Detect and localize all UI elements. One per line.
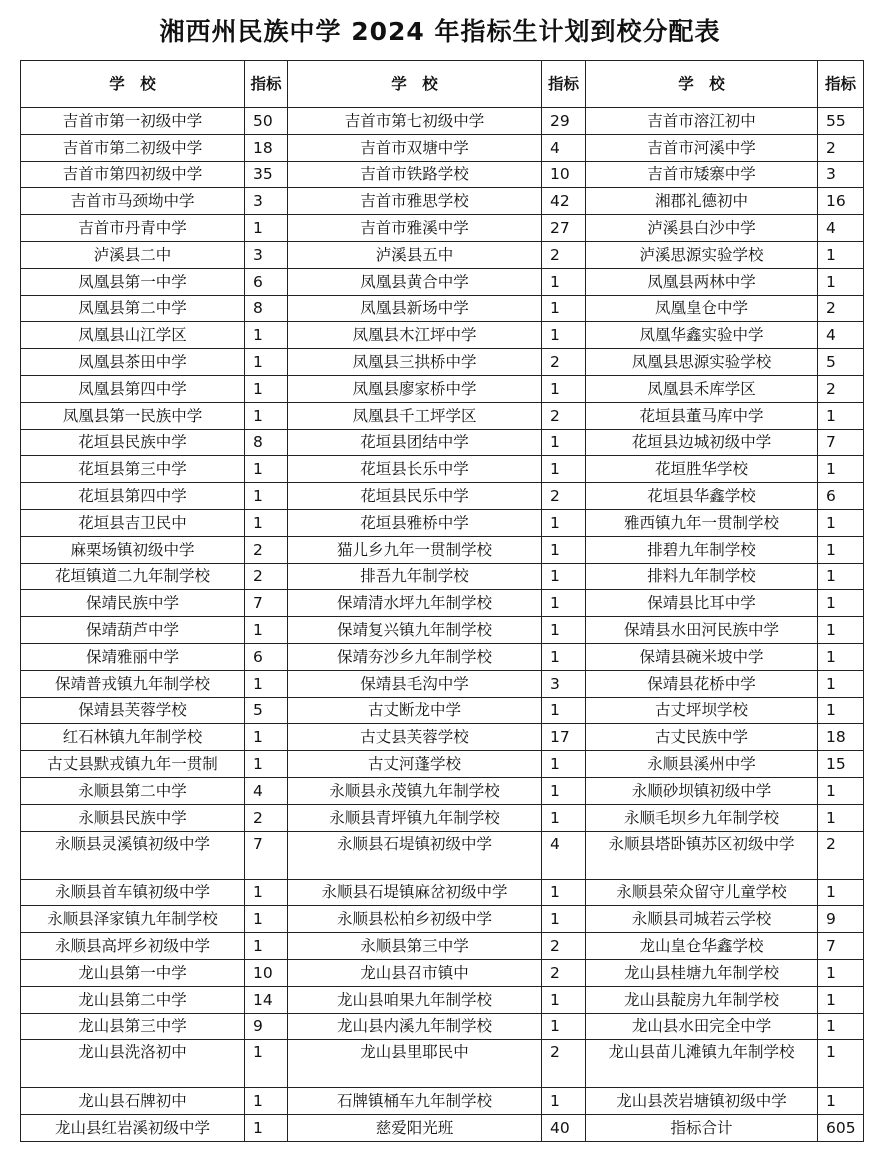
school-cell: 保靖清水坪九年制学校 — [288, 590, 542, 617]
quota-cell: 2 — [818, 295, 864, 322]
school-cell: 凤凰县禾库学区 — [586, 375, 818, 402]
quota-cell: 1 — [818, 1088, 864, 1115]
school-cell: 古丈县芙蓉学校 — [288, 724, 542, 751]
school-cell: 龙山县第二中学 — [21, 986, 245, 1013]
school-cell: 永顺县荣众留守儿童学校 — [586, 879, 818, 906]
school-cell: 古丈河蓬学校 — [288, 751, 542, 778]
school-cell: 花垣县民族中学 — [21, 429, 245, 456]
quota-cell: 1 — [245, 483, 288, 510]
school-cell: 龙山县第三中学 — [21, 1013, 245, 1040]
quota-cell: 1 — [818, 509, 864, 536]
page-title: 湘西州民族中学 2024 年指标生计划到校分配表 — [159, 17, 721, 46]
school-cell: 古丈断龙中学 — [288, 697, 542, 724]
quota-cell: 7 — [245, 831, 288, 879]
school-cell: 永顺县首车镇初级中学 — [21, 879, 245, 906]
school-cell: 保靖县毛沟中学 — [288, 670, 542, 697]
quota-cell: 1 — [542, 536, 586, 563]
quota-cell: 9 — [245, 1013, 288, 1040]
school-cell: 凤凰县茶田中学 — [21, 349, 245, 376]
table-row — [21, 1040, 864, 1088]
school-cell: 龙山皇仓华鑫学校 — [586, 933, 818, 960]
quota-cell: 605 — [818, 1115, 864, 1142]
quota-cell: 7 — [245, 590, 288, 617]
school-header: 学 校 — [21, 61, 245, 108]
school-cell: 吉首市丹青中学 — [21, 215, 245, 242]
quota-cell: 1 — [818, 617, 864, 644]
school-cell: 吉首市雅思学校 — [288, 188, 542, 215]
table-row — [21, 349, 864, 376]
table-row — [21, 161, 864, 188]
quota-cell: 1 — [245, 322, 288, 349]
school-cell: 永顺县青坪镇九年制学校 — [288, 804, 542, 831]
quota-cell: 1 — [818, 536, 864, 563]
school-cell: 龙山县红岩溪初级中学 — [21, 1115, 245, 1142]
school-cell: 保靖县花桥中学 — [586, 670, 818, 697]
quota-cell: 1 — [245, 1040, 288, 1088]
quota-cell: 1 — [818, 986, 864, 1013]
school-cell: 湘郡礼德初中 — [586, 188, 818, 215]
school-cell: 猫儿乡九年一贯制学校 — [288, 536, 542, 563]
table-row — [21, 1088, 864, 1115]
school-cell: 龙山县洗洛初中 — [21, 1040, 245, 1088]
quota-cell: 1 — [245, 402, 288, 429]
quota-cell: 1 — [245, 1088, 288, 1115]
school-cell: 永顺县司城若云学校 — [586, 906, 818, 933]
quota-cell: 1 — [542, 986, 586, 1013]
school-cell: 吉首市马颈坳中学 — [21, 188, 245, 215]
quota-cell: 1 — [818, 1040, 864, 1088]
quota-cell: 2 — [245, 536, 288, 563]
header-row — [21, 61, 864, 108]
school-cell: 石牌镇桶车九年制学校 — [288, 1088, 542, 1115]
school-cell: 凤凰县思源实验学校 — [586, 349, 818, 376]
school-cell: 凤凰华鑫实验中学 — [586, 322, 818, 349]
quota-cell: 35 — [245, 161, 288, 188]
table-row — [21, 215, 864, 242]
school-cell: 龙山县里耶民中 — [288, 1040, 542, 1088]
school-cell: 花垣县董马库中学 — [586, 402, 818, 429]
quota-header: 指标 — [542, 61, 586, 108]
quota-header: 指标 — [818, 61, 864, 108]
table-row — [21, 933, 864, 960]
school-cell: 吉首市第一初级中学 — [21, 108, 245, 135]
school-cell: 排料九年制学校 — [586, 563, 818, 590]
school-cell: 龙山县苗儿滩镇九年制学校 — [586, 1040, 818, 1088]
school-cell: 雅西镇九年一贯制学校 — [586, 509, 818, 536]
quota-cell: 6 — [245, 643, 288, 670]
school-cell: 龙山县水田完全中学 — [586, 1013, 818, 1040]
quota-cell: 6 — [245, 268, 288, 295]
quota-header: 指标 — [245, 61, 288, 108]
table-row — [21, 697, 864, 724]
quota-cell: 4 — [818, 215, 864, 242]
table-row — [21, 777, 864, 804]
school-cell: 龙山县内溪九年制学校 — [288, 1013, 542, 1040]
quota-cell: 1 — [818, 456, 864, 483]
school-cell: 花垣县吉卫民中 — [21, 509, 245, 536]
quota-cell: 1 — [542, 590, 586, 617]
school-cell: 排吾九年制学校 — [288, 563, 542, 590]
quota-cell: 40 — [542, 1115, 586, 1142]
quota-cell: 10 — [245, 959, 288, 986]
table-row — [21, 617, 864, 644]
quota-cell: 1 — [818, 777, 864, 804]
quota-cell: 1 — [818, 879, 864, 906]
school-cell: 花垣县第三中学 — [21, 456, 245, 483]
quota-cell: 1 — [245, 215, 288, 242]
quota-cell: 6 — [818, 483, 864, 510]
table-row — [21, 188, 864, 215]
quota-cell: 15 — [818, 751, 864, 778]
table-row — [21, 536, 864, 563]
school-cell: 保靖雅丽中学 — [21, 643, 245, 670]
school-cell: 凤凰县第一中学 — [21, 268, 245, 295]
quota-cell: 14 — [245, 986, 288, 1013]
school-cell: 古丈县默戎镇九年一贯制 — [21, 751, 245, 778]
school-cell: 凤凰县第一民族中学 — [21, 402, 245, 429]
quota-cell: 1 — [818, 804, 864, 831]
table-row — [21, 986, 864, 1013]
table-row — [21, 456, 864, 483]
quota-cell: 1 — [542, 879, 586, 906]
school-cell: 吉首市矮寨中学 — [586, 161, 818, 188]
school-cell: 凤凰县黄合中学 — [288, 268, 542, 295]
school-cell: 永顺县松柏乡初级中学 — [288, 906, 542, 933]
table-row — [21, 134, 864, 161]
quota-cell: 18 — [245, 134, 288, 161]
school-cell: 保靖县比耳中学 — [586, 590, 818, 617]
school-cell: 排碧九年制学校 — [586, 536, 818, 563]
school-cell: 保靖夯沙乡九年制学校 — [288, 643, 542, 670]
quota-cell: 27 — [542, 215, 586, 242]
school-cell: 龙山县桂塘九年制学校 — [586, 959, 818, 986]
quota-cell: 7 — [818, 933, 864, 960]
quota-cell: 55 — [818, 108, 864, 135]
table-row — [21, 402, 864, 429]
quota-cell: 1 — [542, 697, 586, 724]
quota-cell: 1 — [542, 322, 586, 349]
school-cell: 保靖县水田河民族中学 — [586, 617, 818, 644]
school-cell: 吉首市第二初级中学 — [21, 134, 245, 161]
school-cell: 麻栗场镇初级中学 — [21, 536, 245, 563]
quota-cell: 1 — [245, 879, 288, 906]
school-cell: 永顺县石堤镇初级中学 — [288, 831, 542, 879]
quota-cell: 4 — [542, 831, 586, 879]
school-cell: 龙山县茨岩塘镇初级中学 — [586, 1088, 818, 1115]
quota-cell: 9 — [818, 906, 864, 933]
quota-cell: 3 — [245, 241, 288, 268]
quota-cell: 3 — [245, 188, 288, 215]
school-cell: 花垣镇道二九年制学校 — [21, 563, 245, 590]
quota-cell: 1 — [245, 509, 288, 536]
school-cell: 保靖复兴镇九年制学校 — [288, 617, 542, 644]
school-cell: 凤凰县三拱桥中学 — [288, 349, 542, 376]
school-cell: 花垣县第四中学 — [21, 483, 245, 510]
quota-cell: 16 — [818, 188, 864, 215]
quota-cell: 4 — [245, 777, 288, 804]
school-cell: 花垣县长乐中学 — [288, 456, 542, 483]
quota-cell: 1 — [542, 804, 586, 831]
quota-cell: 1 — [542, 617, 586, 644]
quota-cell: 1 — [818, 1013, 864, 1040]
quota-cell: 17 — [542, 724, 586, 751]
quota-cell: 1 — [542, 375, 586, 402]
school-cell: 凤凰皇仓中学 — [586, 295, 818, 322]
school-cell: 泸溪县五中 — [288, 241, 542, 268]
quota-cell: 10 — [542, 161, 586, 188]
table-row — [21, 563, 864, 590]
quota-cell: 2 — [245, 563, 288, 590]
school-cell: 花垣县雅桥中学 — [288, 509, 542, 536]
quota-cell: 1 — [542, 643, 586, 670]
school-cell: 永顺县第二中学 — [21, 777, 245, 804]
quota-cell: 8 — [245, 429, 288, 456]
table-row — [21, 108, 864, 135]
school-cell: 保靖普戎镇九年制学校 — [21, 670, 245, 697]
school-cell: 永顺县高坪乡初级中学 — [21, 933, 245, 960]
table-row — [21, 724, 864, 751]
table-row — [21, 831, 864, 879]
school-cell: 凤凰县两林中学 — [586, 268, 818, 295]
school-cell: 永顺县永茂镇九年制学校 — [288, 777, 542, 804]
school-cell: 永顺县第三中学 — [288, 933, 542, 960]
quota-cell: 1 — [542, 295, 586, 322]
table-row — [21, 1115, 864, 1142]
quota-cell: 1 — [542, 1088, 586, 1115]
school-cell: 永顺县灵溪镇初级中学 — [21, 831, 245, 879]
table-row — [21, 804, 864, 831]
school-cell: 泸溪思源实验学校 — [586, 241, 818, 268]
school-cell: 吉首市双塘中学 — [288, 134, 542, 161]
quota-cell: 1 — [818, 241, 864, 268]
school-cell: 永顺县石堤镇麻岔初级中学 — [288, 879, 542, 906]
quota-cell: 1 — [542, 268, 586, 295]
quota-cell: 1 — [818, 670, 864, 697]
table-row — [21, 643, 864, 670]
school-cell: 红石林镇九年制学校 — [21, 724, 245, 751]
quota-cell: 1 — [245, 670, 288, 697]
quota-cell: 1 — [245, 724, 288, 751]
quota-cell: 5 — [818, 349, 864, 376]
quota-cell: 1 — [245, 617, 288, 644]
quota-cell: 1 — [818, 590, 864, 617]
quota-cell: 1 — [818, 643, 864, 670]
quota-cell: 2 — [542, 349, 586, 376]
table-body — [21, 108, 864, 1142]
table-row — [21, 879, 864, 906]
quota-cell: 1 — [245, 1115, 288, 1142]
table-row — [21, 241, 864, 268]
school-cell: 永顺县民族中学 — [21, 804, 245, 831]
allocation-table — [20, 60, 864, 1142]
quota-cell: 1 — [818, 402, 864, 429]
table-row — [21, 670, 864, 697]
school-cell: 凤凰县第二中学 — [21, 295, 245, 322]
quota-cell: 2 — [818, 375, 864, 402]
quota-cell: 1 — [542, 777, 586, 804]
school-cell: 龙山县咱果九年制学校 — [288, 986, 542, 1013]
school-cell: 凤凰县木江坪中学 — [288, 322, 542, 349]
quota-cell: 4 — [542, 134, 586, 161]
school-cell: 龙山县靛房九年制学校 — [586, 986, 818, 1013]
school-cell: 吉首市铁路学校 — [288, 161, 542, 188]
table-row — [21, 483, 864, 510]
quota-cell: 1 — [542, 509, 586, 536]
school-cell: 保靖葫芦中学 — [21, 617, 245, 644]
table-row — [21, 429, 864, 456]
school-cell: 永顺县溪州中学 — [586, 751, 818, 778]
school-cell: 吉首市溶江初中 — [586, 108, 818, 135]
school-cell: 泸溪县二中 — [21, 241, 245, 268]
quota-cell: 50 — [245, 108, 288, 135]
quota-cell: 4 — [818, 322, 864, 349]
quota-cell: 1 — [245, 349, 288, 376]
table-row — [21, 375, 864, 402]
school-cell: 古丈坪坝学校 — [586, 697, 818, 724]
quota-cell: 2 — [542, 241, 586, 268]
table-row — [21, 906, 864, 933]
quota-cell: 2 — [542, 483, 586, 510]
school-cell: 吉首市河溪中学 — [586, 134, 818, 161]
quota-cell: 3 — [818, 161, 864, 188]
quota-cell: 2 — [542, 1040, 586, 1088]
quota-cell: 1 — [245, 751, 288, 778]
table-row — [21, 751, 864, 778]
quota-cell: 1 — [245, 906, 288, 933]
quota-cell: 1 — [245, 456, 288, 483]
quota-cell: 2 — [542, 402, 586, 429]
school-cell: 花垣胜华学校 — [586, 456, 818, 483]
school-cell: 永顺砂坝镇初级中学 — [586, 777, 818, 804]
quota-cell: 18 — [818, 724, 864, 751]
school-cell: 保靖县芙蓉学校 — [21, 697, 245, 724]
table-row — [21, 509, 864, 536]
quota-cell: 2 — [245, 804, 288, 831]
table-row — [21, 295, 864, 322]
school-cell: 花垣县民乐中学 — [288, 483, 542, 510]
quota-cell: 1 — [542, 906, 586, 933]
table-row — [21, 1013, 864, 1040]
table-row — [21, 322, 864, 349]
school-cell: 古丈民族中学 — [586, 724, 818, 751]
quota-cell: 1 — [818, 959, 864, 986]
quota-cell: 7 — [818, 429, 864, 456]
quota-cell: 1 — [542, 429, 586, 456]
school-cell: 凤凰县第四中学 — [21, 375, 245, 402]
quota-cell: 1 — [542, 563, 586, 590]
quota-cell: 1 — [818, 697, 864, 724]
school-header: 学 校 — [586, 61, 818, 108]
quota-cell: 1 — [818, 268, 864, 295]
table-row — [21, 268, 864, 295]
table-row — [21, 590, 864, 617]
quota-cell: 8 — [245, 295, 288, 322]
school-header: 学 校 — [288, 61, 542, 108]
quota-cell: 1 — [245, 375, 288, 402]
school-cell: 龙山县第一中学 — [21, 959, 245, 986]
school-cell: 花垣县团结中学 — [288, 429, 542, 456]
quota-cell: 42 — [542, 188, 586, 215]
school-cell: 花垣县华鑫学校 — [586, 483, 818, 510]
school-cell: 保靖县碗米坡中学 — [586, 643, 818, 670]
school-cell: 永顺县泽家镇九年制学校 — [21, 906, 245, 933]
school-cell: 凤凰县山江学区 — [21, 322, 245, 349]
school-cell: 凤凰县新场中学 — [288, 295, 542, 322]
school-cell: 永顺县塔卧镇苏区初级中学 — [586, 831, 818, 879]
school-cell: 泸溪县白沙中学 — [586, 215, 818, 242]
school-cell: 慈爱阳光班 — [288, 1115, 542, 1142]
school-cell: 保靖民族中学 — [21, 590, 245, 617]
school-cell: 龙山县召市镇中 — [288, 959, 542, 986]
school-cell: 凤凰县廖家桥中学 — [288, 375, 542, 402]
school-cell: 龙山县石牌初中 — [21, 1088, 245, 1115]
quota-cell: 1 — [542, 1013, 586, 1040]
school-cell: 吉首市雅溪中学 — [288, 215, 542, 242]
table-row — [21, 959, 864, 986]
quota-cell: 5 — [245, 697, 288, 724]
quota-cell: 2 — [542, 959, 586, 986]
quota-cell: 1 — [818, 563, 864, 590]
quota-cell: 2 — [818, 134, 864, 161]
quota-cell: 1 — [542, 751, 586, 778]
school-cell: 指标合计 — [586, 1115, 818, 1142]
school-cell: 吉首市第七初级中学 — [288, 108, 542, 135]
quota-cell: 2 — [818, 831, 864, 879]
quota-cell: 2 — [542, 933, 586, 960]
quota-cell: 1 — [542, 456, 586, 483]
school-cell: 永顺毛坝乡九年制学校 — [586, 804, 818, 831]
quota-cell: 1 — [245, 933, 288, 960]
school-cell: 吉首市第四初级中学 — [21, 161, 245, 188]
school-cell: 花垣县边城初级中学 — [586, 429, 818, 456]
school-cell: 凤凰县千工坪学区 — [288, 402, 542, 429]
quota-cell: 3 — [542, 670, 586, 697]
quota-cell: 29 — [542, 108, 586, 135]
